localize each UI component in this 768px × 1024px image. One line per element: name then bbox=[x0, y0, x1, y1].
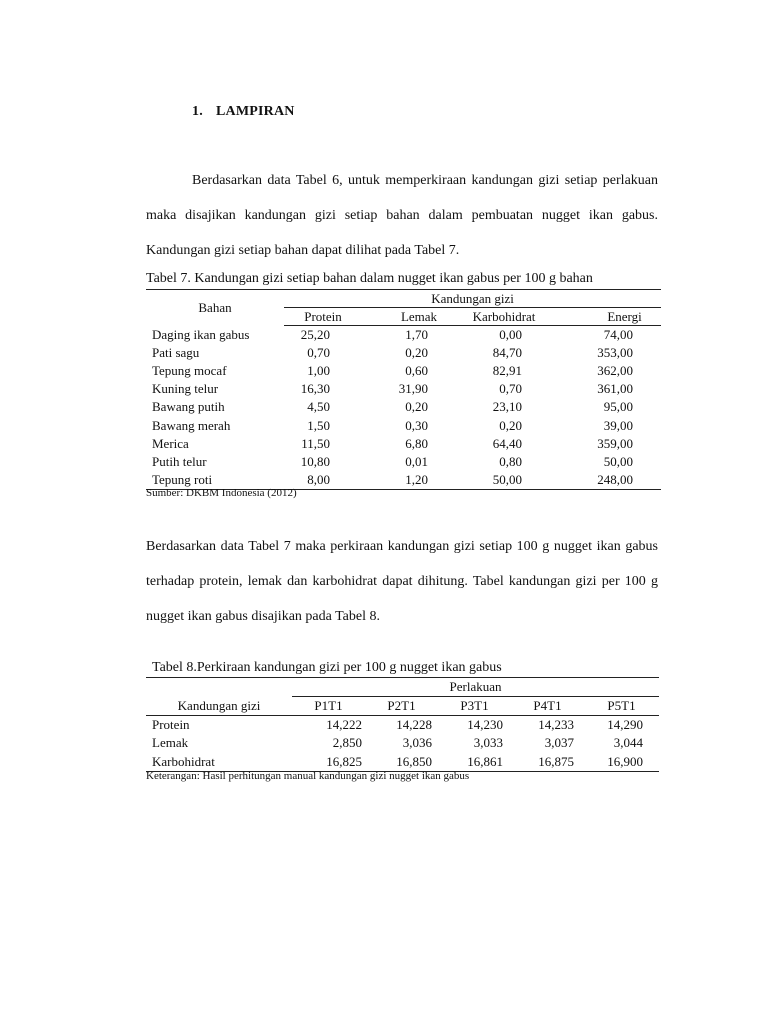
table-cell: 23,10 bbox=[492, 399, 522, 415]
table8-row-name: Karbohidrat bbox=[146, 753, 292, 772]
table-cell: 3,033 bbox=[473, 735, 503, 751]
table8 bbox=[146, 677, 659, 772]
table-cell: 248,00 bbox=[560, 471, 661, 490]
table7-row-name: Daging ikan gabus bbox=[152, 326, 250, 342]
table-cell: 16,861 bbox=[438, 753, 511, 772]
table-cell: 95,00 bbox=[603, 399, 634, 415]
table-cell: 74,00 bbox=[603, 327, 634, 343]
table-cell: 14,290 bbox=[607, 717, 644, 733]
table-cell: 4,50 bbox=[307, 399, 330, 415]
intro-paragraph: Berdasarkan data Tabel 6, untuk memperkiraan kandungan gizi setiap perlakuan maka disajikan kandungan gizi setiap bahan dalam pembuatan nugget ikan gabus. Kandungan gizi setiap bahan dapat dilihat pada Tabel 7. bbox=[146, 173, 658, 258]
table-cell: 16,825 bbox=[292, 753, 365, 772]
table-cell: 82,91 bbox=[492, 363, 522, 379]
table-cell: 2,850 bbox=[332, 735, 362, 751]
table7-row-name: Pati sagu bbox=[152, 345, 200, 361]
table8-col-header: P4T1 bbox=[511, 697, 584, 716]
table8-col-header: P2T1 bbox=[365, 697, 438, 716]
table7-row-name: Putih telur bbox=[152, 453, 207, 469]
table7-col-header: Protein bbox=[284, 308, 356, 326]
table-cell: 84,70 bbox=[492, 345, 522, 361]
table-cell: 64,40 bbox=[492, 435, 522, 451]
table-cell: 359,00 bbox=[597, 435, 634, 451]
table-cell: 14,233 bbox=[538, 717, 574, 733]
table7-row-name: Bawang merah bbox=[152, 417, 231, 433]
table-row bbox=[146, 326, 661, 345]
table-cell: 0,20 bbox=[499, 417, 522, 433]
table7-row-name: Bawang putih bbox=[152, 399, 225, 415]
table-cell: 0,01 bbox=[405, 453, 428, 469]
table-cell: 0,20 bbox=[405, 345, 428, 361]
table7-row-name: Tepung roti bbox=[146, 471, 284, 490]
table-row bbox=[146, 380, 661, 398]
table-cell: 50,00 bbox=[448, 471, 560, 490]
table8-col-header: P5T1 bbox=[584, 697, 659, 716]
section-title: LAMPIRAN bbox=[216, 104, 295, 119]
table-cell: 39,00 bbox=[603, 417, 634, 433]
table-cell: 0,70 bbox=[499, 381, 522, 397]
table-cell: 1,70 bbox=[405, 327, 428, 343]
table-cell: 1,50 bbox=[307, 417, 330, 433]
table8-row-name: Lemak bbox=[152, 735, 189, 751]
table-cell: 14,228 bbox=[396, 717, 432, 733]
table8-header-kandungan: Kandungan gizi bbox=[146, 697, 292, 716]
table-cell: 1,00 bbox=[307, 363, 330, 379]
table-cell: 10,80 bbox=[300, 453, 330, 469]
table8-group-header: Perlakuan bbox=[292, 678, 659, 697]
table7-group-header: Kandungan gizi bbox=[284, 290, 661, 308]
table-row bbox=[146, 435, 661, 453]
table-cell: 8,00 bbox=[284, 471, 356, 490]
table-cell: 362,00 bbox=[597, 363, 634, 379]
table7-header-bahan: Bahan bbox=[146, 290, 284, 326]
table7-col-header: Lemak bbox=[356, 308, 448, 326]
table8-header-spacer bbox=[146, 678, 292, 697]
table7-row-name: Merica bbox=[152, 435, 189, 451]
table-row bbox=[146, 716, 659, 735]
table-cell: 16,875 bbox=[511, 753, 584, 772]
table-cell: 25,20 bbox=[300, 327, 330, 343]
second-paragraph: Berdasarkan data Tabel 7 maka perkiraan kandungan gizi setiap 100 g nugget ikan gabus terhadap protein, lemak dan karbohidrat dapat dihitung. Tabel kandungan gizi per 100 g nugget ikan gabus disajikan pada Tabel 8. bbox=[146, 539, 658, 624]
table7 bbox=[146, 289, 661, 490]
table7-row-name: Kuning telur bbox=[152, 381, 219, 397]
table-cell: 0,30 bbox=[405, 417, 428, 433]
table-cell: 0,70 bbox=[307, 345, 330, 361]
table7-source: Sumber: DKBM Indonesia (2012) bbox=[146, 487, 297, 499]
table-cell: 3,044 bbox=[613, 735, 644, 751]
table8-caption: Tabel 8.Perkiraan kandungan gizi per 100 g nugget ikan gabus bbox=[152, 660, 502, 675]
table-cell: 31,90 bbox=[398, 381, 428, 397]
table-cell: 1,20 bbox=[356, 471, 448, 490]
table8-row-name: Protein bbox=[152, 717, 190, 733]
table8-col-header: P1T1 bbox=[292, 697, 365, 716]
table-cell: 16,850 bbox=[365, 753, 438, 772]
table-cell: 361,00 bbox=[597, 381, 634, 397]
table-row bbox=[146, 362, 661, 380]
table8-col-header: P3T1 bbox=[438, 697, 511, 716]
table7-row-name: Tepung mocaf bbox=[152, 363, 227, 379]
table-cell: 0,20 bbox=[405, 399, 428, 415]
table7-col-header: Karbohidrat bbox=[448, 308, 560, 326]
table-row bbox=[146, 398, 661, 416]
table-row bbox=[146, 453, 661, 471]
table-row bbox=[146, 753, 659, 772]
table-cell: 50,00 bbox=[603, 453, 634, 469]
table-row bbox=[146, 344, 661, 362]
table-row bbox=[146, 734, 659, 752]
table-cell: 0,60 bbox=[405, 363, 428, 379]
table-cell: 3,036 bbox=[402, 735, 432, 751]
table-cell: 3,037 bbox=[544, 735, 574, 751]
table-cell: 11,50 bbox=[301, 435, 330, 451]
table-cell: 0,00 bbox=[499, 327, 522, 343]
table-cell: 16,900 bbox=[584, 753, 659, 772]
table-cell: 0,80 bbox=[499, 453, 522, 469]
section-number: 1. bbox=[192, 104, 203, 119]
table-cell: 353,00 bbox=[597, 345, 634, 361]
table-cell: 6,80 bbox=[405, 435, 428, 451]
section-heading bbox=[192, 104, 295, 120]
table7-caption: Tabel 7. Kandungan gizi setiap bahan dalam nugget ikan gabus per 100 g bahan bbox=[146, 271, 593, 286]
table-row bbox=[146, 416, 661, 434]
table-cell: 16,30 bbox=[300, 381, 330, 397]
table7-col-header: Energi bbox=[560, 308, 661, 326]
table-cell: 14,230 bbox=[467, 717, 503, 733]
table-cell: 14,222 bbox=[326, 717, 362, 733]
table8-note: Keterangan: Hasil perhitungan manual kandungan gizi nugget ikan gabus bbox=[146, 770, 470, 782]
